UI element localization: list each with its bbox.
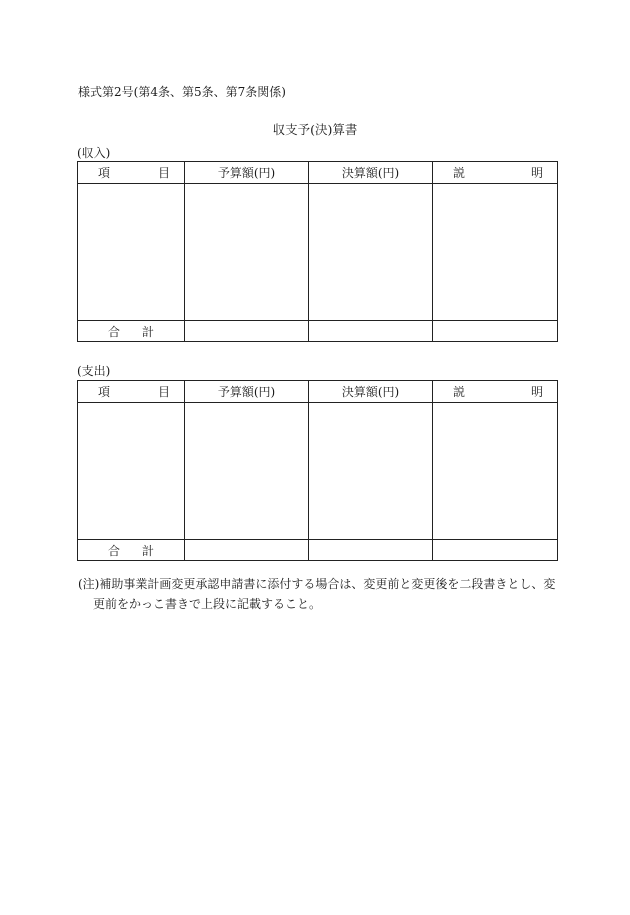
income-description-cell [433,184,558,321]
expense-total-row [78,540,558,561]
income-entry-row [78,184,558,321]
expense-section-label: (支出) [77,364,111,378]
budget-column-header: 予算額(円) [185,162,309,184]
expense-header-row [78,381,558,403]
footnote-line-2: 更前をかっこ書きで上段に記載すること。 [93,597,322,611]
budget-column-header: 予算額(円) [185,381,309,403]
income-total-settlement [309,321,433,342]
expense-total-label: 合 計 [78,540,185,561]
expense-total-budget [185,540,309,561]
expense-budget-cell [185,403,309,540]
document-title: 収支予(決)算書 [272,122,358,137]
income-total-description [433,321,558,342]
settlement-column-header: 決算額(円) [309,162,433,184]
expense-settlement-cell [309,403,433,540]
footnote [78,574,560,614]
income-settlement-cell [309,184,433,321]
description-column-header: 説 明 [433,162,558,184]
income-section-label: (収入) [77,146,111,160]
income-budget-cell [185,184,309,321]
income-total-budget [185,321,309,342]
expense-total-description [433,540,558,561]
expense-item-cell [78,403,185,540]
form-number: 様式第2号(第4条、第5条、第7条関係) [78,85,286,99]
description-column-header: 説 明 [433,381,558,403]
footnote-line-1: (注)補助事業計画変更承認申請書に添付する場合は、変更前と変更後を二段書きとし、変 [78,577,556,591]
item-column-header: 項 目 [78,162,185,184]
expense-table [77,380,558,561]
expense-total-settlement [309,540,433,561]
settlement-column-header: 決算額(円) [309,381,433,403]
income-table [77,161,558,342]
expense-entry-row [78,403,558,540]
item-column-header: 項 目 [78,381,185,403]
income-header-row [78,162,558,184]
expense-description-cell [433,403,558,540]
income-item-cell [78,184,185,321]
income-total-row [78,321,558,342]
income-total-label: 合 計 [78,321,185,342]
